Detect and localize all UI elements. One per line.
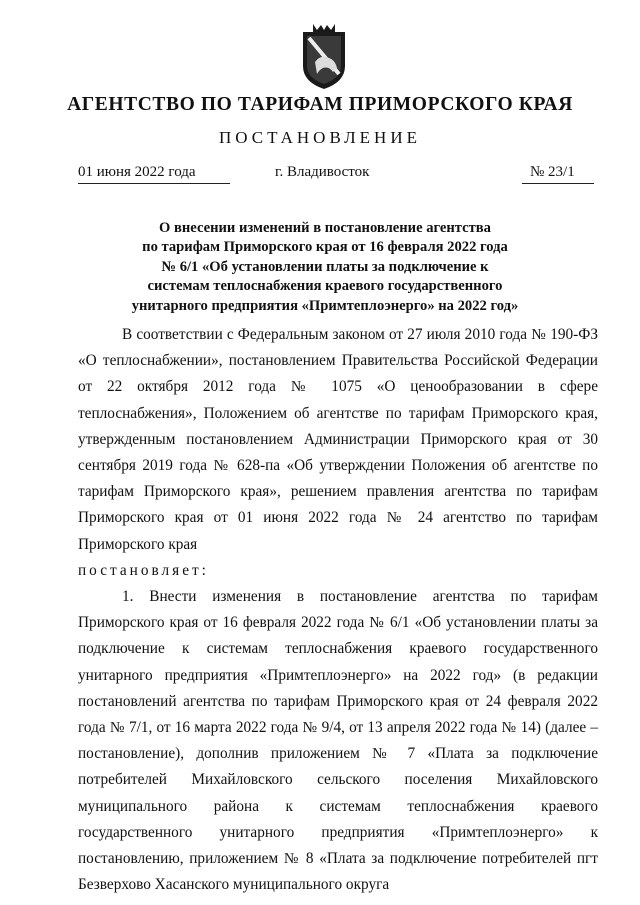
date-underline <box>78 183 230 184</box>
title-line: системам теплоснабжения краевого государственного <box>147 278 503 295</box>
preamble-paragraph: В соответствии с Федеральным законом от 27 июля 2010 года № 190-ФЗ «О теплоснабжении», постановлением Правительства Российской Федерации от 22 октября 2012 года № 1075 «О ценообразовании в сфере теплоснабжения», Положением об агентстве по тарифам Приморского края, утвержденным постановлением Администрации Приморского края от 30 сентября 2019 года № 628-па «Об утверждении Положения об агентстве по тарифам Приморского края», решением правления агентства по тарифам Приморского края от 01 июня 2022 года № 24 агентство по тарифам Приморского края <box>78 326 598 553</box>
number-underline <box>522 183 594 184</box>
document-city: г. Владивосток <box>275 164 370 180</box>
title-line: унитарного предприятия «Примтеплоэнерго» на 2022 год» <box>131 297 519 314</box>
resolves-word: постановляет: <box>78 561 209 579</box>
document-body <box>78 322 598 898</box>
document-title <box>100 219 550 316</box>
title-line: № 6/1 «Об установлении платы за подключение к <box>161 258 489 275</box>
title-line: по тарифам Приморского края от 16 февраля 2022 года <box>142 239 508 256</box>
document-date: 01 июня 2022 года <box>78 164 196 180</box>
coat-of-arms-icon <box>299 22 349 90</box>
agency-name: АГЕНТСТВО ПО ТАРИФАМ ПРИМОРСКОГО КРАЯ <box>67 94 573 115</box>
document-type: ПОСТАНОВЛЕНИЕ <box>218 128 421 147</box>
title-line: О внесении изменений в постановление агентства <box>159 220 491 236</box>
document-number: № 23/1 <box>530 164 575 180</box>
clause-1-paragraph: 1. Внести изменения в постановление агентства по тарифам Приморского края от 16 февраля 2022 года № 6/1 «Об установлении платы за подключение к системам теплоснабжения краевого государственного унитарного предприятия «Примтеплоэнерго» на 2022 год» (в редакции постановлений агентства по тарифам Приморского края от 24 февраля 2022 года № 7/1, от 16 марта 2022 года № 9/4, от 13 апреля 2022 года № 14) (далее – постановление), дополнив приложением № 7 «Плата за подключение потребителей Михайловского сельского поселения Михайловского муниципального района к системам теплоснабжения краевого государственного унитарного предприятия «Примтеплоэнерго» к постановлению, приложением № 8 «Плата за подключение потребителей пгт Безверхово Хасанского муниципального округа <box>78 588 598 894</box>
